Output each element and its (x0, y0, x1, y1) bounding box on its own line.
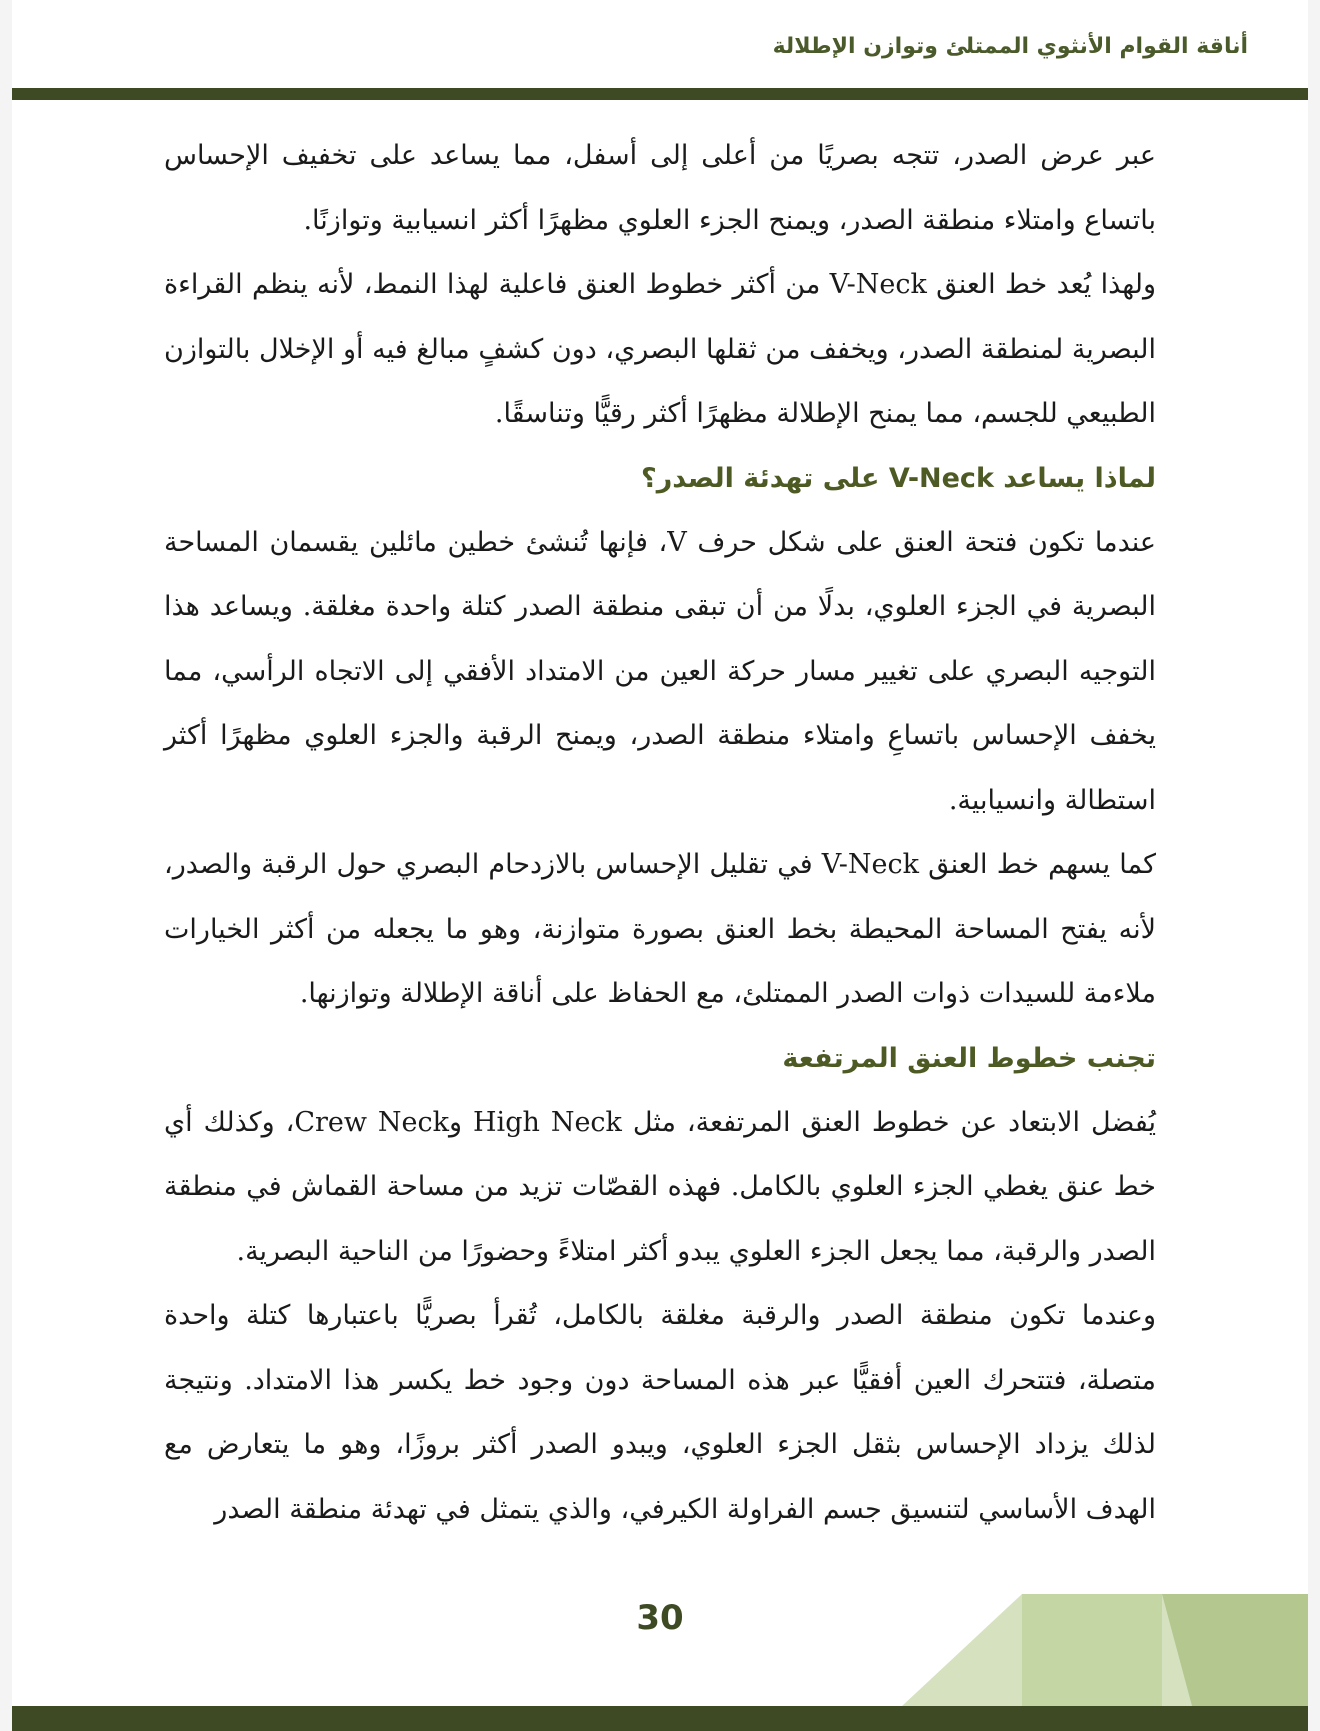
paragraph-2: ولهذا يُعد خط العنق V-Neck من أكثر خطوط العنق فاعلية لهذا النمط، لأنه ينظم القراءة البصرية لمنطقة الصدر، ويخفف من ثقلها البصري، دون كشفٍ مبالغ فيه أو الإخلال بالتوازن الطبيعي للجسم، مما يمنح الإطلالة مظهرًا أكثر رقيًّا وتناسقًا. (164, 269, 1156, 429)
section-heading-high-necks: تجنب خطوط العنق المرتفعة (782, 1042, 1156, 1074)
paragraph-5: يُفضل الابتعاد عن خطوط العنق المرتفعة، مثل High Neck وCrew Neck، وكذلك أي خط عنق يغطي الجزء العلوي بالكامل. فهذه القصّات تزيد من مساحة القماش في منطقة الصدر والرقبة، مما يجعل الجزء العلوي يبدو أكثر امتلاءً وحضورًا من الناحية البصرية. (164, 1106, 1156, 1267)
paragraph-1: عبر عرض الصدر، تتجه بصريًا من أعلى إلى أسفل، مما يساعد على تخفيف الإحساس باتساع وامتلاء منطقة الصدر، ويمنح الجزء العلوي مظهرًا أكثر انسيابية وتوازنًا. (164, 140, 1156, 236)
running-header-title: أناقة القوام الأنثوي الممتلئ وتوازن الإطلالة (772, 34, 1248, 59)
paragraph-3: عندما تكون فتحة العنق على شكل حرف V، فإنها تُنشئ خطين مائلين يقسمان المساحة البصرية في الجزء العلوي، بدلًا من أن تبقى منطقة الصدر كتلة واحدة مغلقة. ويساعد هذا التوجيه البصري على تغيير مسار حركة العين من الامتداد الأفقي إلى الاتجاه الرأسي، مما يخفف الإحساس باتساعِ وامتلاء منطقة الصدر، ويمنح الرقبة والجزء العلوي مظهرًا أكثر استطالة وانسيابية. (164, 526, 1156, 816)
document-page (12, 0, 1308, 1731)
section-heading-v-neck: لماذا يساعد V-Neck على تهدئة الصدر؟ (641, 462, 1156, 494)
footer-rule (12, 1706, 1308, 1731)
page-number: 30 (636, 1598, 684, 1638)
paragraph-4: كما يسهم خط العنق V-Neck في تقليل الإحساس بالازدحام البصري حول الرقبة والصدر، لأنه يفتح المساحة المحيطة بخط العنق بصورة متوازنة، وهو ما يجعله من أكثر الخيارات ملاءمة للسيدات ذوات الصدر الممتلئ، مع الحفاظ على أناقة الإطلالة وتوازنها. (164, 849, 1156, 1009)
paragraph-6: وعندما تكون منطقة الصدر والرقبة مغلقة بالكامل، تُقرأ بصريًّا باعتبارها كتلة واحدة متصلة، فتتحرك العين أفقيًّا عبر هذه المساحة دون وجود خط يكسر هذا الامتداد. ونتيجة لذلك يزداد الإحساس بثقل الجزء العلوي، ويبدو الصدر أكثر بروزًا، وهو ما يتعارض مع الهدف الأساسي لتنسيق جسم الفراولة الكيرفي، والذي يتمثل في تهدئة منطقة الصدر (164, 1300, 1157, 1525)
header-rule (12, 88, 1308, 100)
main-content (164, 124, 1156, 1542)
